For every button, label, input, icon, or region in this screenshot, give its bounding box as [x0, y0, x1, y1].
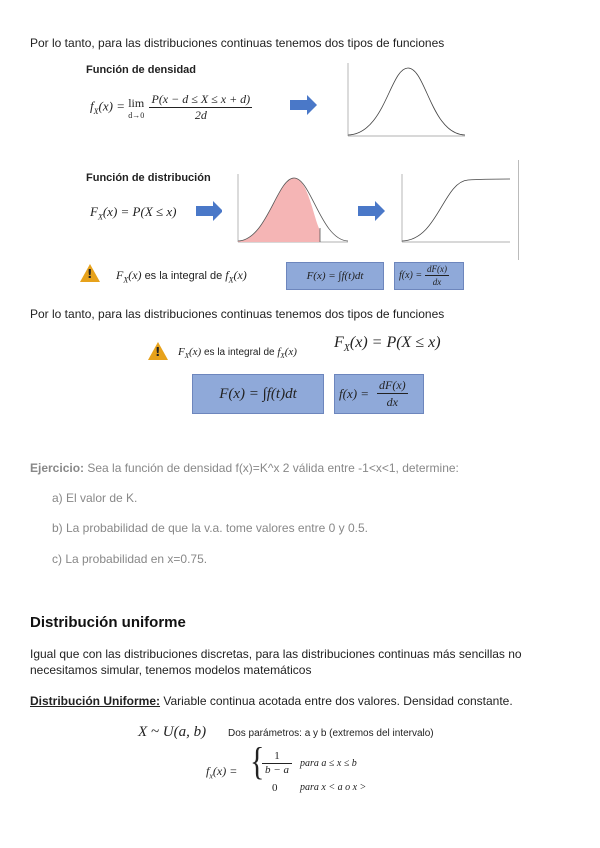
distribution-title: Función de distribución: [86, 172, 211, 184]
section-heading-uniform: Distribución uniforme: [30, 614, 186, 631]
density-title: Función de densidad: [86, 64, 197, 76]
distribution-eq-2: $F_X(x) = P(X \le x)$: [334, 334, 441, 355]
cdf-chart: [388, 170, 514, 254]
uniform-definition: Distribución Uniforme: Variable continua acotada entre dos valores. Densidad constante.: [30, 694, 513, 708]
uniform-paragraph: Igual que con las distribuciones discretas, para las distribuciones continuas más sencillas no necesitamos simular, tenemos modelos matemáticos: [30, 647, 522, 677]
intro-text-1: Por lo tanto, para las distribuciones continuas tenemos dos tipos de funciones: [30, 36, 445, 50]
integral-box-1: F(x) = ∫f(t)dt: [286, 262, 384, 290]
exercise-line: Ejercicio: Sea la función de densidad f(x)=K^x 2 válida entre -1<x<1, determine:: [30, 461, 459, 475]
integral-box-2: F(x) = ∫f(t)dt: [192, 374, 324, 414]
density-curve-svg: [330, 58, 470, 148]
cdf-curve-svg: [388, 170, 514, 254]
exercise-item-a: a) El valor de K.: [52, 491, 138, 505]
derivative-box-2: f(x) = $\frac{dF(x)}{dx}$: [334, 374, 424, 414]
distribution-formula: $F_X(x) = P(X \le x)$: [90, 204, 177, 222]
density-formula: $f_X(x)$ = lim d→0 $\frac{P(x - d \le X \le x + d)}{2d}$: [90, 92, 251, 122]
uniform-case-1-condition: para a ≤ x ≤ b: [300, 758, 357, 769]
arrow-right-icon: [290, 100, 308, 110]
arrow-right-icon: [358, 206, 376, 216]
exercise-item-c: c) La probabilidad en x=0.75.: [52, 552, 208, 566]
density-chart: [330, 58, 470, 148]
exercise-item-b: b) La probabilidad de que la v.a. tome valores entre 0 y 0.5.: [52, 521, 368, 535]
uniform-case-2-value: 0: [272, 782, 278, 794]
arrow-right-icon: [196, 206, 214, 216]
warning-icon: !: [80, 264, 100, 282]
uniform-params: Dos parámetros: a y b (extremos del intervalo): [228, 728, 434, 739]
integral-note-1: $F_X(x)$ es la integral de $f_X(x)$: [116, 268, 247, 285]
intro-text-2: Por lo tanto, para las distribuciones continuas tenemos dos tipos de funciones: [30, 307, 445, 321]
divider: [518, 160, 519, 260]
brace: {: [250, 740, 265, 784]
uniform-case-2-condition: para x < a o x >: [300, 782, 367, 793]
warning-icon: !: [148, 342, 168, 360]
uniform-notation: X ~ U(a, b): [138, 724, 207, 740]
uniform-pdf: $f_x(x)$ =: [206, 764, 238, 781]
derivative-box-1: f(x) = $\frac{dF(x)}{dx}$: [394, 262, 464, 290]
area-chart: [222, 170, 352, 254]
integral-note-2: $F_X(x)$ es la integral de $f_X(x)$: [178, 346, 297, 361]
uniform-case-1-value: 1 b − a: [262, 750, 292, 777]
area-curve-svg: [222, 170, 352, 254]
